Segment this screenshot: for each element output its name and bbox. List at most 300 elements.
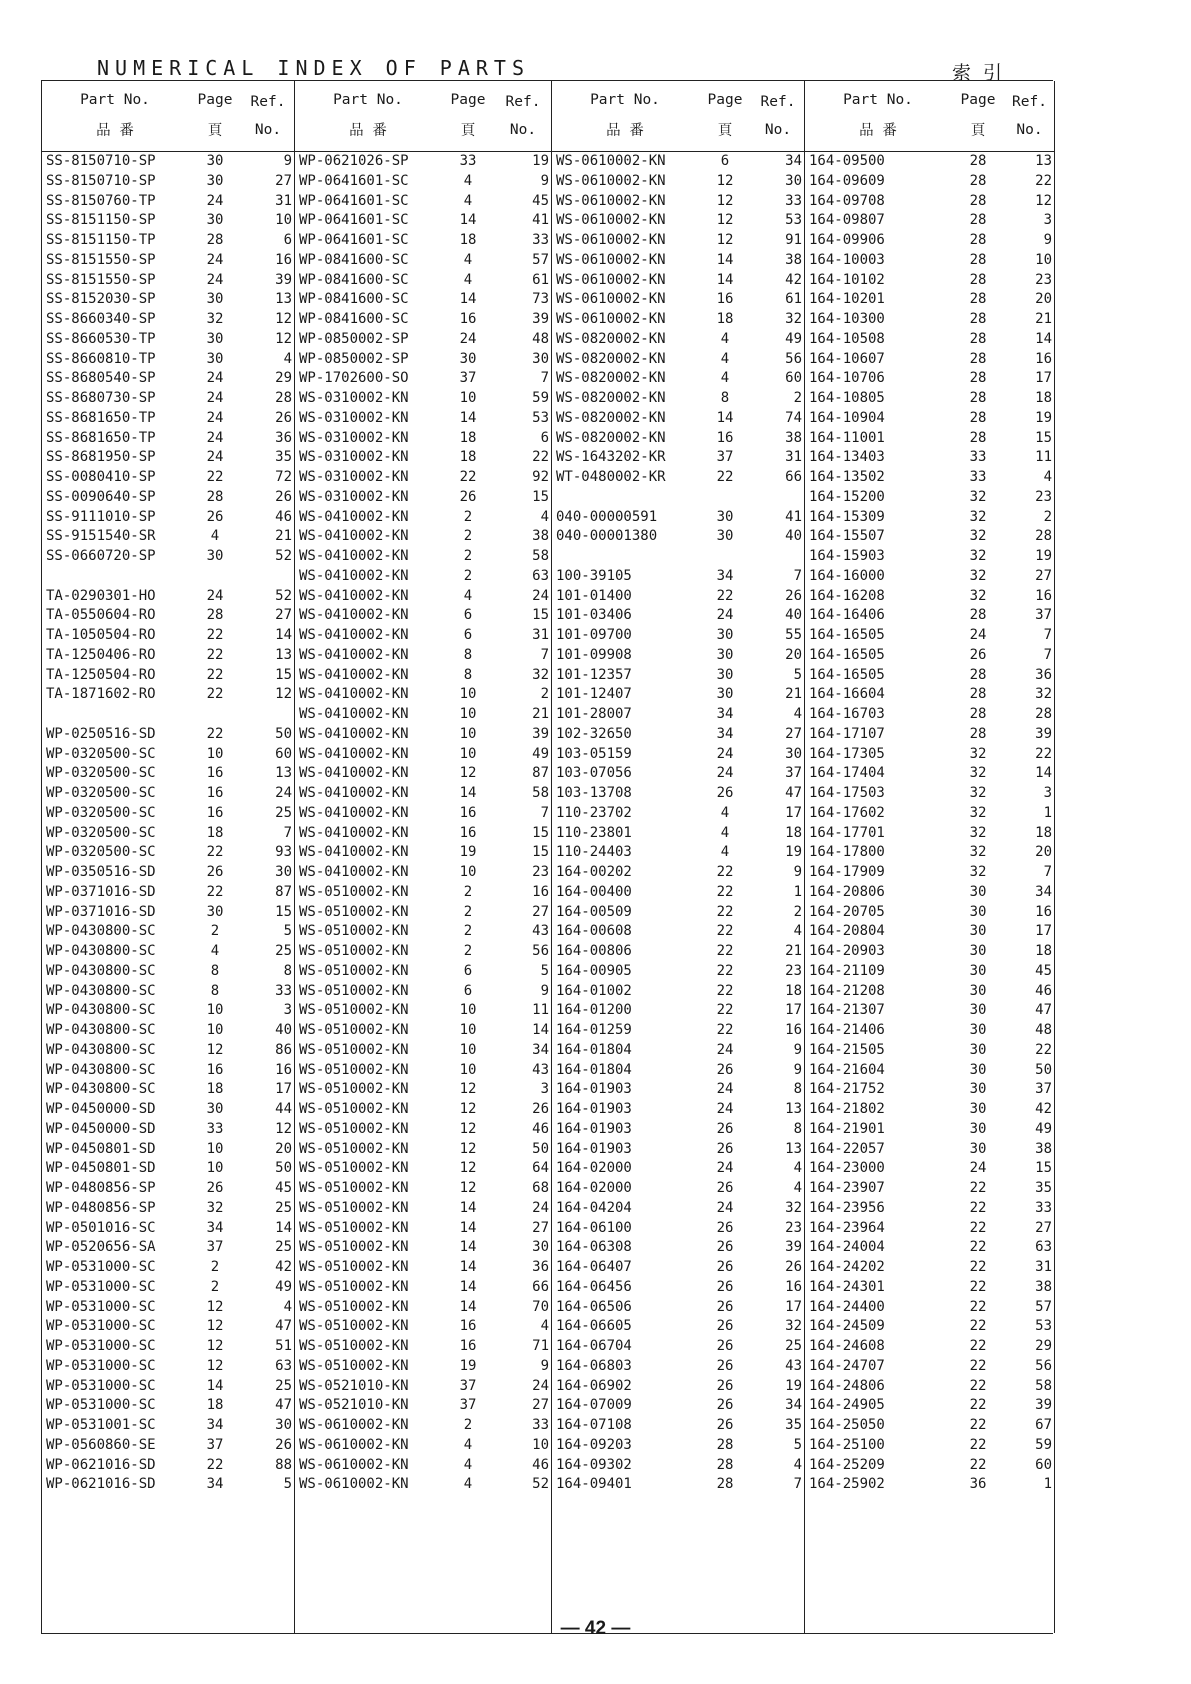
part-number: TA-1050504-RO — [46, 627, 156, 643]
part-number: 164-09609 — [809, 172, 885, 189]
part-number: TA-0290301-HO — [46, 587, 156, 604]
page-number-cell: 22 — [716, 883, 734, 900]
table-row — [42, 942, 294, 962]
ref-number: 68 — [532, 1180, 549, 1196]
part-number: WS-0310002-KN — [299, 488, 409, 505]
table-row — [42, 685, 294, 705]
ref-number: 25 — [275, 1377, 292, 1394]
ref-number: 55 — [785, 627, 802, 643]
page-number-cell: 30 — [969, 923, 987, 940]
page-number-cell: 2 — [463, 943, 473, 959]
part-number: SS-8150710-SP — [46, 153, 156, 169]
table-row — [42, 1278, 294, 1298]
ref-number: 46 — [532, 1456, 549, 1473]
ref-number: 2 — [793, 390, 802, 406]
ref-number: 12 — [275, 686, 292, 703]
ref-number: 52 — [275, 587, 292, 604]
table-row — [805, 903, 1054, 923]
part-number: 164-06308 — [556, 1239, 632, 1256]
part-number: 164-24707 — [809, 1357, 885, 1374]
ref-no-label: No. — [509, 122, 537, 139]
ref-number: 46 — [1035, 982, 1052, 999]
ref-number: 8 — [793, 1120, 802, 1137]
page-number-cell: 2 — [463, 548, 473, 564]
part-number: 164-01259 — [556, 1022, 632, 1038]
table-row — [42, 448, 294, 468]
ref-number: 47 — [785, 785, 802, 801]
ref-number: 4 — [1043, 469, 1052, 485]
ref-number: 63 — [532, 567, 549, 584]
part-number: WS-0510002-KN — [299, 1180, 409, 1196]
ref-number: 41 — [532, 212, 549, 229]
ref-number — [752, 488, 804, 508]
part-number: WS-0510002-KN — [299, 962, 409, 979]
part-number: WS-0510002-KN — [299, 883, 409, 900]
ref-number: 38 — [785, 429, 802, 446]
table-row — [805, 409, 1054, 429]
part-number: WP-0480856-SP — [46, 1199, 156, 1216]
page-number-cell: 14 — [459, 212, 477, 229]
page-number-cell: 18 — [206, 824, 224, 841]
table-row — [552, 725, 804, 745]
page-number-cell: 4 — [720, 824, 730, 841]
page-number-cell: 30 — [716, 528, 734, 545]
page-number-cell — [698, 547, 752, 567]
part-number: 164-10300 — [809, 311, 885, 327]
part-number: 164-15903 — [809, 548, 885, 564]
page-number-cell: 26 — [969, 646, 987, 663]
table-row — [42, 231, 294, 251]
part-number: SS-8151150-SP — [46, 212, 156, 229]
page-number-cell: 28 — [969, 271, 987, 288]
ref-number: 32 — [785, 1318, 802, 1335]
part-number: WS-0510002-KN — [299, 923, 409, 940]
part-number: SS-8150760-TP — [46, 192, 156, 209]
page-number-cell: 2 — [463, 1417, 473, 1433]
ref-number: 11 — [1035, 449, 1052, 466]
ref-number: 13 — [785, 1140, 802, 1157]
table-row — [805, 468, 1054, 488]
part-number: 164-20705 — [809, 903, 885, 920]
table-row — [295, 567, 551, 587]
ref-number: 27 — [1035, 1219, 1052, 1236]
ref-number: 12 — [275, 330, 292, 347]
ref-number: 3 — [283, 1002, 292, 1019]
page-number-cell: 8 — [210, 962, 220, 979]
part-number: WS-0410002-KN — [299, 528, 409, 545]
part-number: WS-0510002-KN — [299, 1120, 409, 1137]
table-row — [805, 488, 1054, 508]
page-number-cell: 22 — [459, 469, 477, 485]
part-number: WP-0641601-SC — [299, 172, 409, 189]
part-number: WS-0610002-KN — [299, 1456, 409, 1473]
page-number-cell: 22 — [716, 982, 734, 999]
ref-number: 63 — [1035, 1239, 1052, 1256]
table-row — [552, 863, 804, 883]
page-number-cell: 22 — [969, 1377, 987, 1394]
page-number-cell: 32 — [969, 508, 987, 525]
page-number-cell: 30 — [969, 1140, 987, 1157]
table-row — [42, 922, 294, 942]
ref-number: 14 — [1035, 330, 1052, 347]
page-number-cell — [188, 705, 242, 725]
table-row — [805, 784, 1054, 804]
table-row — [805, 1436, 1054, 1456]
part-number: 164-10201 — [809, 291, 885, 308]
part-number: WP-0531000-SC — [46, 1298, 156, 1315]
table-row — [295, 1416, 551, 1436]
page-number-cell: 22 — [206, 627, 224, 643]
table-row — [805, 1416, 1054, 1436]
part-number: WS-0610002-KN — [556, 291, 666, 308]
table-row — [552, 409, 804, 429]
ref-number: 39 — [1035, 1397, 1052, 1414]
part-number: 164-17305 — [809, 745, 885, 762]
table-row — [295, 784, 551, 804]
part-number: 164-06803 — [556, 1357, 632, 1374]
ref-number: 18 — [785, 824, 802, 841]
table-row — [552, 1219, 804, 1239]
ref-number: 13 — [275, 646, 292, 663]
page-number-cell: 30 — [206, 172, 224, 189]
part-number: 164-13502 — [809, 469, 885, 485]
part-number: 164-16000 — [809, 567, 885, 584]
table-row — [805, 508, 1054, 528]
table-row — [295, 942, 551, 962]
page-number-cell: 16 — [459, 804, 477, 821]
table-row — [805, 587, 1054, 607]
part-number: WP-0430800-SC — [46, 943, 156, 959]
page-number-cell: 12 — [459, 1120, 477, 1137]
ref-header — [1005, 81, 1054, 151]
table-row — [552, 271, 804, 291]
ref-number: 34 — [1035, 883, 1052, 900]
page-number-cell: 22 — [716, 943, 734, 959]
ref-number: 5 — [540, 962, 549, 979]
page-number-cell: 30 — [969, 1041, 987, 1058]
page-number-cell: 28 — [206, 232, 224, 248]
ref-number: 7 — [540, 804, 549, 821]
column-body — [805, 152, 1054, 1633]
part-number: 164-13403 — [809, 449, 885, 466]
part-number: 164-09807 — [809, 212, 885, 229]
ref-number: 11 — [532, 1002, 549, 1019]
part-number: WP-0250516-SD — [46, 725, 156, 742]
part-number: 164-00509 — [556, 903, 632, 920]
page-number-cell: 28 — [969, 666, 987, 683]
table-row — [42, 725, 294, 745]
ref-number: 57 — [1035, 1298, 1052, 1315]
part-number: 164-06407 — [556, 1259, 632, 1275]
table-row — [295, 271, 551, 291]
part-number: WP-0450000-SD — [46, 1101, 156, 1117]
part-number: 164-10904 — [809, 409, 885, 426]
table-row — [42, 508, 294, 528]
ref-number: 23 — [785, 962, 802, 979]
part-number: 164-23000 — [809, 1160, 885, 1177]
ref-number: 52 — [275, 548, 292, 564]
page-number-cell: 8 — [720, 390, 730, 406]
table-row — [42, 1357, 294, 1377]
page-number-cell: 4 — [463, 172, 473, 189]
ref-number: 25 — [275, 1239, 292, 1256]
part-number: WP-0430800-SC — [46, 1081, 156, 1098]
ref-number: 39 — [532, 311, 549, 327]
table-row — [295, 448, 551, 468]
part-number: WS-0610002-KN — [299, 1417, 409, 1433]
ref-number: 22 — [1035, 745, 1052, 762]
part-number: 040-00000591 — [556, 508, 658, 525]
ref-number: 27 — [532, 1397, 549, 1414]
table-row — [552, 705, 804, 725]
table-row — [805, 685, 1054, 705]
ref-number: 23 — [1035, 488, 1052, 505]
page-number-cell: 26 — [716, 1278, 734, 1295]
page-number-cell: 24 — [206, 449, 224, 466]
ref-number: 19 — [1035, 409, 1052, 426]
page-number-cell: 32 — [969, 548, 987, 564]
part-number: WS-0310002-KN — [299, 469, 409, 485]
page-number-cell: 2 — [463, 883, 473, 900]
ref-number: 50 — [532, 1140, 549, 1157]
part-number: 164-01804 — [556, 1041, 632, 1058]
part-number: WP-0841600-SC — [299, 271, 409, 288]
page-number-cell: 24 — [206, 370, 224, 387]
table-row — [42, 1238, 294, 1258]
ref-number: 17 — [1035, 923, 1052, 940]
table-row — [295, 1140, 551, 1160]
page-number-cell: 30 — [206, 291, 224, 308]
page-number-cell: 24 — [206, 429, 224, 446]
table-row — [552, 488, 804, 508]
ref-number: 17 — [1035, 370, 1052, 387]
page-number-cell: 6 — [463, 627, 473, 643]
page-number-cell: 22 — [206, 844, 224, 861]
ref-number: 18 — [1035, 824, 1052, 841]
ref-number: 42 — [785, 271, 802, 288]
page-number-cell: 10 — [459, 745, 477, 762]
part-number: WP-0641601-SC — [299, 192, 409, 209]
table-row — [295, 922, 551, 942]
page-number-cell: 14 — [716, 271, 734, 288]
column-header — [552, 81, 804, 152]
page-number-cell: 16 — [206, 804, 224, 821]
part-number: 164-16505 — [809, 646, 885, 663]
page-number-cell: 12 — [459, 1081, 477, 1098]
page-number-cell: 26 — [716, 1318, 734, 1335]
page-number-cell: 22 — [969, 1219, 987, 1236]
ref-number: 1 — [1043, 804, 1052, 821]
ref-number: 24 — [532, 587, 549, 604]
table-row — [552, 1317, 804, 1337]
table-row — [295, 883, 551, 903]
ref-number: 37 — [785, 765, 802, 782]
ref-number: 41 — [785, 508, 802, 525]
ref-number: 4 — [283, 1298, 292, 1315]
ref-number: 32 — [532, 666, 549, 683]
part-number: WP-0841600-SC — [299, 251, 409, 268]
part-number: 101-09700 — [556, 627, 632, 643]
table-row — [552, 883, 804, 903]
page-number-cell: 2 — [463, 567, 473, 584]
ref-number: 87 — [275, 883, 292, 900]
part-number: 101-01400 — [556, 587, 632, 604]
part-number: 164-06704 — [556, 1338, 632, 1354]
table-row — [295, 1475, 551, 1495]
ref-number: 49 — [785, 330, 802, 347]
ref-number: 14 — [275, 1219, 292, 1236]
ref-number: 50 — [1035, 1061, 1052, 1078]
table-row — [295, 1080, 551, 1100]
page-number-cell: 32 — [969, 824, 987, 841]
table-row — [295, 606, 551, 626]
part-number: WS-0410002-KN — [299, 745, 409, 762]
page-number-cell: 22 — [969, 1338, 987, 1354]
ref-number: 31 — [532, 627, 549, 643]
page-number-cell: 14 — [459, 785, 477, 801]
page-number-cell: 4 — [463, 1476, 473, 1493]
part-number: WP-1702600-SO — [299, 370, 409, 387]
table-row — [42, 784, 294, 804]
page-number-cell: 22 — [969, 1397, 987, 1414]
page-number-cell: 32 — [969, 567, 987, 584]
page-number-cell: 30 — [206, 350, 224, 367]
table-row — [295, 1219, 551, 1239]
part-number: 164-21752 — [809, 1081, 885, 1098]
part-number: 164-00806 — [556, 943, 632, 959]
page-number-cell: 2 — [463, 903, 473, 920]
ref-number: 17 — [275, 1081, 292, 1098]
page-number-cell: 30 — [969, 1120, 987, 1137]
table-row — [295, 1298, 551, 1318]
page-number-cell: 30 — [459, 350, 477, 367]
table-row — [805, 330, 1054, 350]
ref-number: 9 — [540, 1357, 549, 1374]
ref-number: 30 — [275, 864, 292, 880]
ref-number: 8 — [793, 1081, 802, 1098]
part-number: SS-8151550-SP — [46, 271, 156, 288]
table-row — [552, 1298, 804, 1318]
part-number: 164-25209 — [809, 1456, 885, 1473]
part-number: 164-25100 — [809, 1436, 885, 1453]
table-row — [805, 448, 1054, 468]
part-number: 164-24004 — [809, 1239, 885, 1256]
ref-number: 45 — [1035, 962, 1052, 979]
part-number: 164-20903 — [809, 943, 885, 959]
page-number-cell: 30 — [969, 943, 987, 959]
ref-number — [242, 567, 294, 587]
part-number: 164-09708 — [809, 192, 885, 209]
part-number: 164-23956 — [809, 1199, 885, 1216]
page-number-cell: 34 — [206, 1219, 224, 1236]
page-number-cell: 2 — [210, 1259, 220, 1275]
page-number-cell: 22 — [969, 1318, 987, 1335]
ref-number: 64 — [532, 1160, 549, 1177]
ref-number: 36 — [275, 429, 292, 446]
ref-number: 15 — [532, 488, 549, 505]
part-number: 164-23907 — [809, 1180, 885, 1196]
part-number: 164-10805 — [809, 390, 885, 406]
table-row — [552, 606, 804, 626]
ref-number: 38 — [785, 251, 802, 268]
part-number: 164-01903 — [556, 1140, 632, 1157]
page-number-cell: 32 — [969, 785, 987, 801]
page-number-cell: 28 — [969, 686, 987, 703]
ref-number: 63 — [275, 1357, 292, 1374]
ref-number: 37 — [1035, 1081, 1052, 1098]
part-number: 164-09203 — [556, 1436, 632, 1453]
ref-number: 26 — [275, 409, 292, 426]
part-number: WS-0410002-KN — [299, 607, 409, 624]
part-number: WP-0450801-SD — [46, 1140, 156, 1157]
part-number: WP-0450801-SD — [46, 1160, 156, 1177]
table-row — [295, 764, 551, 784]
part-number: 164-20806 — [809, 883, 885, 900]
ref-number: 33 — [275, 982, 292, 999]
table-row — [805, 369, 1054, 389]
page-number-cell: 28 — [969, 725, 987, 742]
ref-header — [495, 81, 551, 151]
ref-number: 7 — [1043, 864, 1052, 880]
part-number: WS-0410002-KN — [299, 706, 409, 722]
page-number-cell: 34 — [716, 725, 734, 742]
table-row — [42, 1100, 294, 1120]
ref-number: 60 — [275, 745, 292, 762]
part-number: WP-0320500-SC — [46, 804, 156, 821]
table-row — [552, 251, 804, 271]
ref-number: 56 — [785, 350, 802, 367]
part-no-header — [552, 81, 698, 151]
part-number: WP-0531000-SC — [46, 1397, 156, 1414]
ref-number: 4 — [540, 508, 549, 525]
part-number: 164-06100 — [556, 1219, 632, 1236]
ref-number: 30 — [532, 1239, 549, 1256]
ref-number: 51 — [275, 1338, 292, 1354]
ref-number: 35 — [275, 449, 292, 466]
page-number-cell: 30 — [969, 1061, 987, 1078]
page-number-cell: 10 — [206, 1022, 224, 1038]
part-number: WS-0510002-KN — [299, 1199, 409, 1216]
ref-number: 9 — [283, 153, 292, 169]
part-number: WP-0621016-SD — [46, 1476, 156, 1493]
page-number-cell: 22 — [716, 587, 734, 604]
part-number — [42, 705, 188, 725]
table-row — [805, 350, 1054, 370]
page-number-cell: 37 — [206, 1436, 224, 1453]
table-row — [295, 1337, 551, 1357]
part-number: 110-23801 — [556, 824, 632, 841]
part-number: 164-10102 — [809, 271, 885, 288]
page-number-cell: 24 — [459, 330, 477, 347]
ref-number: 43 — [785, 1357, 802, 1374]
part-number: 100-39105 — [556, 567, 632, 584]
part-number: TA-1250406-RO — [46, 646, 156, 663]
table-row — [42, 429, 294, 449]
part-number: 164-01903 — [556, 1120, 632, 1137]
page-number-cell: 2 — [210, 923, 220, 940]
ref-number: 20 — [1035, 291, 1052, 308]
table-row — [552, 508, 804, 528]
page-number-cell: 30 — [969, 1081, 987, 1098]
ref-number: 40 — [785, 607, 802, 624]
table-row — [295, 508, 551, 528]
part-number: 101-03406 — [556, 607, 632, 624]
table-row — [805, 389, 1054, 409]
table-row — [805, 1080, 1054, 1100]
part-number: WS-0310002-KN — [299, 390, 409, 406]
ref-header — [752, 81, 804, 151]
ref-number: 57 — [532, 251, 549, 268]
